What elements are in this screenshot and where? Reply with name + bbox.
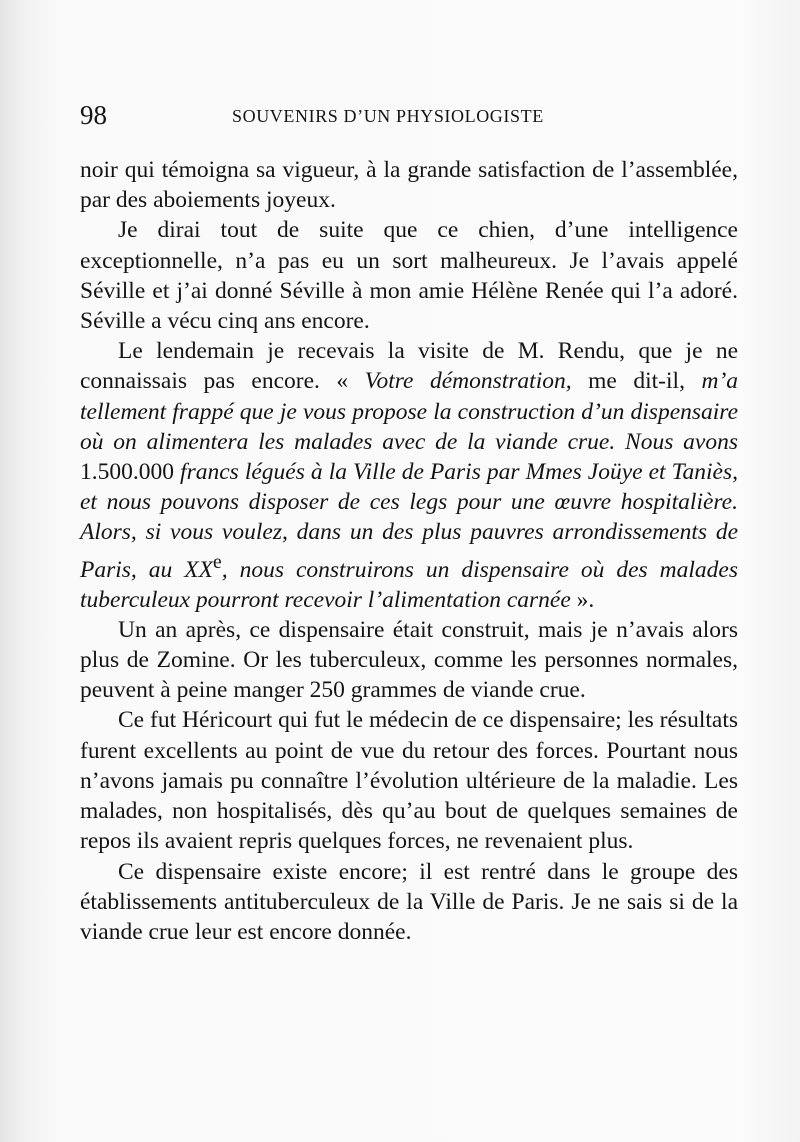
ordinal-superscript: e [213, 551, 222, 573]
page-number: 98 [80, 100, 107, 130]
paragraph-2: Je dirai tout de suite que ce chien, d’une intelligence exceptionnelle, n’a pas eu un sort malheureux. Je l’avais appelé Séville et j’ai donné Séville à mon amie Hélène Renée qui l’a adoré. Séville a vécu cinq ans encore. [80, 217, 738, 335]
quote-part-d: , nous construirons un dispensaire où des malades tuberculeux pourront recevoir l’alimentation carnée [80, 556, 738, 613]
quote-part-a: Votre démonstration, [364, 368, 572, 395]
paragraph-4: Un an après, ce dispensaire était construit, mais je n’avais alors plus de Zomine. Or les tuberculeux, comme les personnes normales, peuvent à peine manger 250 grammes de viande crue. [80, 616, 738, 704]
quote-part-b: m’a tellement frappé que je vous propose la construction d’un dispensaire où on alimentera les malades avec de la viande crue. Nous avons [80, 368, 739, 455]
body-text [80, 155, 738, 947]
paragraph-1: noir qui témoigna sa vigueur, à la grande satisfaction de l’assemblée, par des aboiements joyeux. [80, 157, 738, 214]
paragraph-3-start: Le lendemain je recevais la visite de M. Rendu, que je ne connaissais pas encore. « [80, 338, 738, 395]
running-title: SOUVENIRS D’UN PHYSIOLOGISTE [232, 106, 544, 126]
quote-part-c: francs légués à la Ville de Paris par Mmes Joüye et Taniès, et nous pouvons disposer de ces legs pour une œuvre hospitalière. Alors, si vous voulez, dans un des plus pauvres arrondissements de Paris, au XX [80, 459, 738, 583]
page-header [80, 98, 735, 132]
paragraph-3-mid: me dit-il, [571, 368, 702, 395]
paragraph-5: Ce fut Héricourt qui fut le médecin de ce dispensaire; les résultats furent excellents au point de vue du retour des forces. Pourtant nous n’avons jamais pu connaître l’évolution ultérieure de la maladie. Les malades, non hospitalisés, dès qu’au bout de quelques semaines de repos ils avaient repris quelques forces, ne revenaient plus. [80, 707, 738, 855]
paragraph-3-end: ». [570, 586, 595, 613]
paragraph-3 [80, 336, 738, 615]
paragraph-6: Ce dispensaire existe encore; il est rentré dans le groupe des établissements antituberculeux de la Ville de Paris. Je ne sais si de la viande crue leur est encore donnée. [80, 858, 738, 945]
quote-amount: 1.500.000 [80, 459, 174, 486]
